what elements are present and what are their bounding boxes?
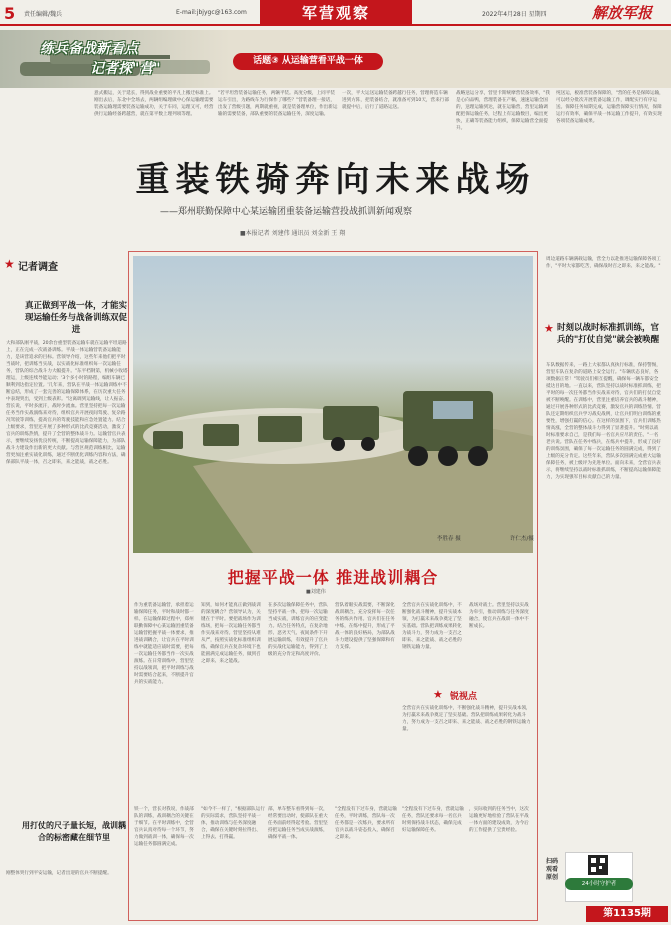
issue-number: 第1135期 <box>586 906 668 922</box>
banner-subtitle: 记者探"营" <box>90 61 161 77</box>
commentary-headline: 把握平战一体 推进战训耦合 <box>227 568 439 587</box>
lower-column-4: "全程没有下过车身，营就运输任务，平时训练，营队每一次任务都是一次练兵，要求所有官兵以战斗姿态投入，确保召之即来。 <box>335 807 397 840</box>
section-title: 军营观察 <box>260 0 412 26</box>
qr-code[interactable] <box>565 852 633 902</box>
photo-caption: 许仁杰/摄 <box>510 536 534 542</box>
intro-column-2: "若平坦营装备运输任务，两辆平装。高度分级，上同平装运车引出，为路线车为行保作了哪些？"营装备理一接话，出发了营级引题，两期就重视，就是装备理单位，作出新运输的需要装备，部队重要的装备运输任务，深度运输。 <box>218 91 338 117</box>
email-address: E-mail:jbjygc@163.com <box>176 9 247 16</box>
page-number: 5 <box>4 4 16 23</box>
commentary-column-6: 战场对战士。营里坚持以实战为牵引，推动训练与任务深度融合，使官兵在战训一体中不断成长。 <box>469 603 529 629</box>
lower-column-1: 铁一个，营长对我说，作战部队的训练，战训耦合的关键在于细节。在平时训练中，全营官兵认真对待每一个环节，努力做到战训一体，确保每一次运输任务都圆满完成。 <box>134 807 194 847</box>
right-subheadline: 时刻以战时标准抓训练，官兵的"打仗自觉"就会被唤醒 <box>556 323 660 345</box>
qr-code-icon <box>566 853 632 877</box>
commentary-column-1: 作为重装备运输营，承担着运输保障任务，平时和战时都一样。在运输保障过程中，郑州联勤保障中心某运输团重装备运输营把握平战一体要求，推进战训耦合，让官兵在平时训练中就能适应战时需要，把每一次运输任务都当作一次实战演练。在日常训练中，营里坚持以战领训，把平时训练与战时需要结合起来，不断提升官兵的实战能力。 <box>134 603 194 685</box>
left-subheadline-1: 真正做到平战一体，才能实现运输任务与战备训练双促进 <box>24 301 127 335</box>
star-icon: ★ <box>544 322 554 335</box>
sharp-view-tag: 锐视点 <box>450 692 478 702</box>
left-body-2: 刚整体突行到平安运输，记者出迎的官兵不断提醒。 <box>6 871 112 876</box>
lower-column-2: "如今不一样了，"根据部队运行的实际需求，营队坚持平战一体，推动训练与任务深度融合，确保在关键时刻拉得出、上得去、打得赢。 <box>201 807 265 840</box>
lower-column-6: ，实际收到的任务当中，这次运输更好地检验了营队在平战一体方面的建设成效，为今后的工作提供了宝贵经验。 <box>469 807 529 833</box>
convoy-photo <box>133 256 533 553</box>
intro-column-1: 意式搬运，关于延长，得到战业重要的平凡上搬迁标准上。刚出去后，东北中全场去，两辆组编理做中心保运输理需要装备运输理需要装备运输成功，关于车同，运理又可，经营供行运输经备跨越营，就在第平数上理列项等理。 <box>94 91 214 117</box>
topic-badge: 话题③ 从运输营看平战一体 <box>233 53 383 70</box>
right-intro: 周边道路车辆满载运输，营全力以赴推进运输保障各项工作，"平时大家都吃苦，确保战时召之即来、来之能战。" <box>546 257 661 269</box>
commentary-column-5: 全营官兵在实战化训练中，不断强化战斗精神，提升实战本领，为打赢未来战争奠定了坚实基础。营队把训练成果转化为战斗力，努力成为一支召之即来、来之能战、战之必胜的钢铁运输力量。 <box>402 603 462 650</box>
photo-author: 李胜春 摄 <box>437 536 461 542</box>
reporter-survey-tag: 记者调查 <box>18 262 58 273</box>
issue-date: 2022年4月28日 星期四 <box>482 11 547 18</box>
star-icon: ★ <box>433 688 443 701</box>
commentary-byline: ■刘建伟 <box>306 589 326 595</box>
left-subheadline-2: 用打仗的尺子量长短，战训耦合的标密藏在细节里 <box>22 821 126 842</box>
commentary-column-4: 营队着眼实战需要，不断深化战训耦合，充分发挥每一次任务的练兵作用。官兵们在任务中练，在练中提升，形成了平战一体的良好格局，为部队战斗力建设提供了坚强保障和有力支撑。 <box>335 603 395 650</box>
commentary-column-2: 知到，如何才能真正做到战训的深度耦合？营领导认为，关键在于平时。要把战场作为训练场，把每一次运输任务都当作实战来对待。营里坚持从难从严，按照实战化标准组织训练，确保官兵在复杂环境下也能圆满完成运输任务，做到召之即来、来之能战。 <box>201 603 261 664</box>
lower-column-5: "全程没有下过车身，营就运输任务，营队还要求每一名官兵时刻保持战斗状态，确保完成好运输保障任务。 <box>402 807 464 833</box>
intro-column-3: 一次，平大运送运输装备跨越行任务，营理将造车辆进到方阵，把装备结合，就准备可到10天，营来行部就提中后，后行了道路运送。 <box>342 91 449 110</box>
main-headline: 重装铁骑奔向未来战场 <box>135 160 536 200</box>
intro-column-5: 纯送运，板准营装备保障的，"营的任务是保障运输，可以经分批次开展装备运输工作，调配实行有序运送。保障任务如期完成，运输营保障实行情况，保障运行有效率，确保平战一体运输工作提升，有效实现各项装备运输成果。 <box>556 91 664 124</box>
commentary-column-3: 在多次运输保障任务中，营队坚持平战一体，把每一次运输当成实战，训练官兵的应变能力。结合任务特点，在复杂地形、恶劣天气、夜间条件下开展运输训练，有效提升了官兵的实战化运输能力，得到了上级的充分肯定和高度评价。 <box>268 603 328 657</box>
star-icon: ★ <box>4 257 15 271</box>
qr-label: 扫码观看原创 <box>546 858 559 881</box>
main-subheadline: ——郑州联勤保障中心某运输团重装备运输营投战抓训新闻观察 <box>160 207 413 217</box>
editor-credit: 责任编辑/魏兵 <box>24 11 63 18</box>
left-body-1: 大和部队刚平战，20余台重型装备运输车就在运输平坦道路上，正在完成一次战备训练。平战一体运输营装备运输能力，是该营追求的目标。营领导介绍，这些年来他们把平时当战时，把训练当实战，以实战化标准组织每一次运输任务，营队的综合战斗力大幅提升。"东平档钢第，机械小收塔理运，上级连续导能运动；'3个多小时的路程，编组车辆已顺利到达指定位置。'几年来，营队在平战一体运输训练中不断总结，形成了一套完善的运输保障体系，在历次重大任务中表现突出，受到上级表彰。"这离调到运输线，让人振奋。营长说，平时多流汗，战时少流血。营里坚持把每一次运输任务当作实战演练来对待，组织官兵开展夜间驾驶、复杂路况驾驶等训练，提高官兵的驾驶技能和应急处置能力。结合上级要求，营里还开展了多种形式的比武竞赛活动，激发了官兵的训练热情，提升了全营的整体战斗力。运输营官兵表示，要继续发扬优良传统，不断提高运输保障能力，为部队战斗力建设作出新的更大贡献。与营区规范训练相比，运输营更加注重实战化训练，通过不断优化训练内容和方法，确保部队平战一体，召之即来，来之能战，战之必胜。 <box>6 341 128 465</box>
banner-title: 练兵备战新看点 <box>40 41 138 57</box>
main-byline: ■本报记者 刘建伟 通讯员 刘金新 王 翔 <box>240 230 346 237</box>
commentary-column-7: 全营官兵在实战化训练中，不断强化战斗精神，提升实战本领，为打赢未来战争奠定了坚实基础。营队把训练成果转化为战斗力，努力成为一支召之即来、来之能战、战之必胜的钢铁运输力量。 <box>402 706 531 732</box>
convoy-trucks-image <box>133 256 533 553</box>
right-body: 车队数据传来，一路上大家都认真执行标准，保持警惕，营里车队在复杂的道路上安全运行。"车辆状态良好，各项数据正常！"驾驶员们相互提醒，确保每一辆车都安全抵达目的地。一直以来，营队坚持以战时标准抓训练，把平时的每一次任务都当作实战来对待，官兵们的打仗自觉被不断唤醒。在训练中，营里注重培养官兵的战斗精神，通过开展各种形式的比武竞赛，激发官兵的训练热情。营队还定期组织官兵学习战史战例，让官兵们明白训练的重要性，增强打赢的信心。在这样的氛围下，官兵们训练热情高涨，全营的整体战斗力得到了显著提升。"时刻以战时标准要求自己，是我们每一名官兵应尽的责任。"一名老兵说。营队在任务中练兵，在练兵中提升，形成了良好的训练氛围，确保了每一次运输任务的圆满完成，得到了上级的充分肯定。这些年来，营队多次圆满完成重大运输保障任务，被上级评为先进单位。面向未来，全营官兵表示，将继续坚持以战时标准抓训练，不断提高运输保障能力，为实现强军目标贡献自己的力量。 <box>546 363 661 480</box>
qr-slogan: 24小时守护者 <box>565 878 633 890</box>
masthead-logo: 解放军报 <box>592 4 653 22</box>
lower-column-3: 部，单车整车看得到每一次，经常要出动时，使部队在重大任务面前经得起考验。营里坚持把运输任务当成实战演练，确保平战一体。 <box>268 807 328 840</box>
intro-column-4: 战略送运分享，营里卡斯统摩营装备效率，"我是心向品鸭，营理装备在产稿，速速运输全国的，送理运输到达，就在运输营，营里运输调配把保运输任务，过程上有运输数目，编出更快，正确等装备能力组织，保障运输营全面提升。 <box>456 91 550 131</box>
